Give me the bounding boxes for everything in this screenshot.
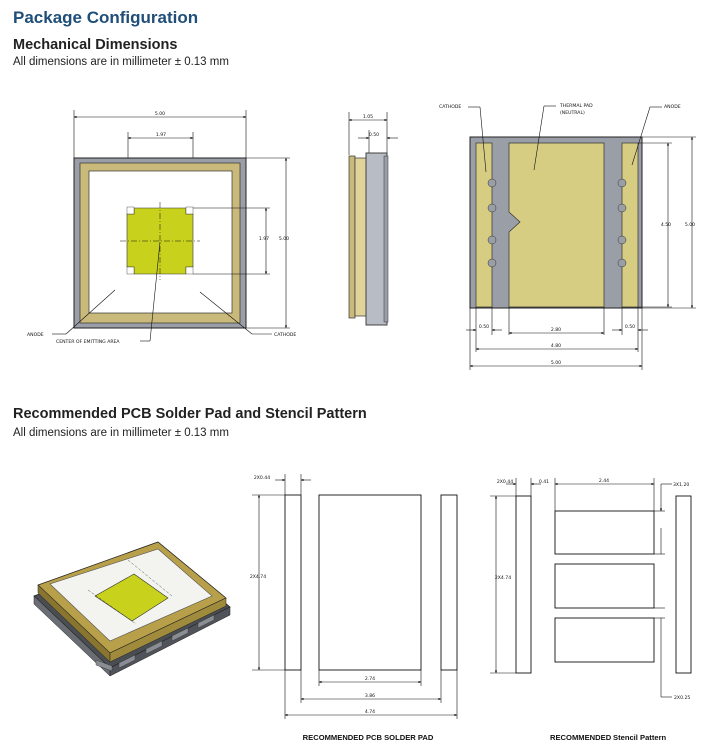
solder-pad-caption: RECOMMENDED PCB SOLDER PAD [302,733,434,742]
package-3d-render [34,542,230,676]
bottom-dim-pad-h: 4.50 [660,223,672,228]
bottom-dim-total: 5.00 [550,361,562,366]
bottom-view-drawing [439,103,696,370]
side-dim-total: 1.05 [362,115,374,120]
pcb-pad-heading: Recommended PCB Solder Pad and Stencil Pattern [13,406,367,422]
page-title: Package Configuration [13,8,199,27]
mechanical-dimensions-note: All dimensions are in millimeter ± 0.13 mm [13,56,229,68]
stencil-dim-pad-h: 3X1.20 [673,483,690,488]
top-label-cathode: CATHODE [274,333,297,338]
bottom-dim-inner: 4.80 [550,344,562,349]
bottom-label-neutral: (NEUTRAL) [560,111,585,116]
pcb-pad-note: All dimensions are in millimeter ± 0.13 mm [13,427,229,439]
bottom-label-thermal: THERMAL PAD [560,104,593,109]
stencil-caption-rest: Stencil Pattern [613,733,667,742]
bottom-dim-right: 0.50 [624,325,636,330]
top-dim-die: 1.97 [155,133,167,138]
stencil-drawing [490,478,691,742]
pad-dim-total: 4.74 [364,710,376,715]
top-label-center: CENTER OF EMITTING AREA [56,340,120,345]
pad-dim-mid: 3.86 [364,694,376,699]
pad-dim-center: 2.74 [364,677,376,682]
top-view-drawing [27,110,296,345]
top-label-anode: ANODE [27,333,44,338]
bottom-label-cathode: CATHODE [439,105,462,110]
stencil-dim-pad-w: 2.44 [598,479,610,484]
bottom-dim-height: 5.00 [684,223,696,228]
stencil-dim-width: 2X0.44 [496,480,514,485]
bottom-dim-left: 0.50 [478,325,490,330]
stencil-dim-height: 2X4.74 [494,576,512,581]
bottom-label-anode: ANODE [664,105,681,110]
side-dim-base: 0.50 [368,133,380,138]
solder-pad-drawing [250,474,457,742]
top-dim-die-v: 1.97 [258,237,270,242]
stencil-dim-space: 2X0.25 [674,696,691,701]
pad-dim-width: 2X0.44 [253,476,271,481]
mechanical-dimensions-heading: Mechanical Dimensions [13,37,178,53]
top-dim-height: 5.00 [278,237,290,242]
top-dim-width: 5.00 [154,112,166,117]
bottom-dim-center: 2.80 [550,328,562,333]
stencil-dim-gap: 0.41 [538,480,550,485]
pad-dim-height: 2X4.74 [249,575,267,580]
stencil-caption-bold: RECOMMENDED [550,733,612,742]
side-view-drawing [349,112,398,325]
